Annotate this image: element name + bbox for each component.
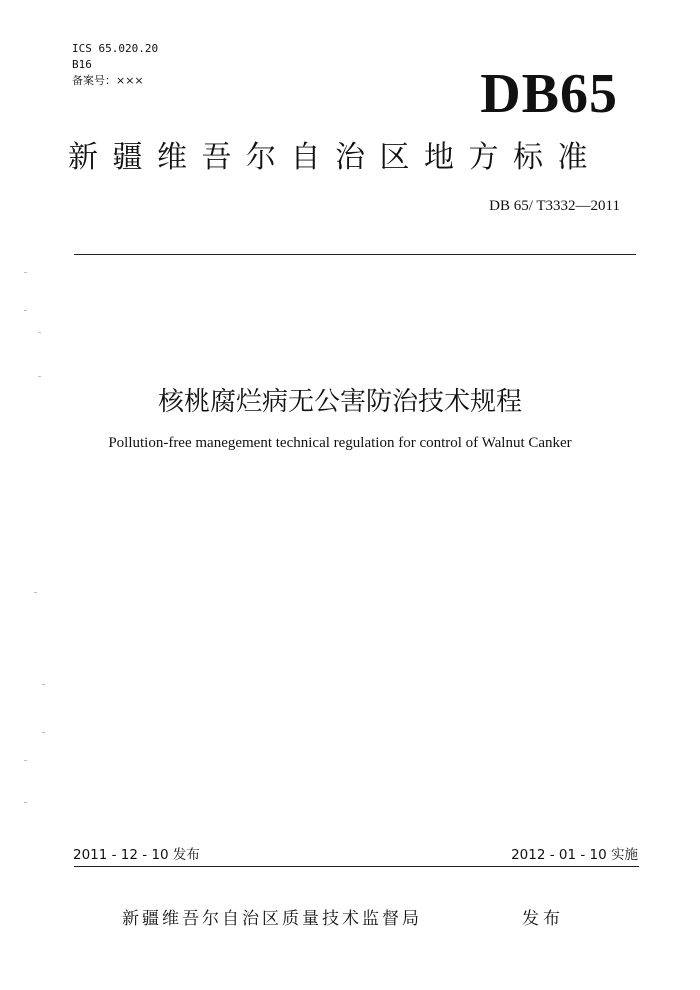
issue-date: 2011 - 12 - 10 发布 (73, 847, 200, 863)
title-chinese: 核桃腐烂病无公害防治技术规程 (157, 387, 522, 417)
publisher-action: 发布 (522, 909, 564, 929)
scan-speck (24, 760, 27, 761)
record-number: 备案号：××× (72, 74, 144, 87)
scan-speck (34, 592, 37, 593)
publisher-name: 新疆维吾尔自治区质量技术监督局 (122, 909, 422, 929)
classification-code: B16 (72, 58, 92, 71)
top-divider (74, 254, 636, 255)
scan-speck (38, 332, 41, 333)
db-mark: DB65 (480, 63, 618, 125)
bottom-divider (74, 866, 639, 867)
scan-speck (24, 310, 27, 311)
ics-code: ICS 65.020.20 (72, 42, 159, 55)
standard-type-heading: 新疆维吾尔自治区地方标准 (68, 140, 602, 175)
title-english: Pollution-free manegement technical regulation for control of Walnut Canker (108, 435, 572, 451)
scan-speck (24, 272, 27, 273)
scan-speck (38, 376, 41, 377)
scan-speck (24, 802, 27, 803)
implementation-date: 2012 - 01 - 10 实施 (511, 847, 638, 863)
scan-speck (42, 732, 45, 733)
scan-speck (42, 684, 45, 685)
standard-number: DB 65/ T3332—2011 (489, 198, 620, 214)
